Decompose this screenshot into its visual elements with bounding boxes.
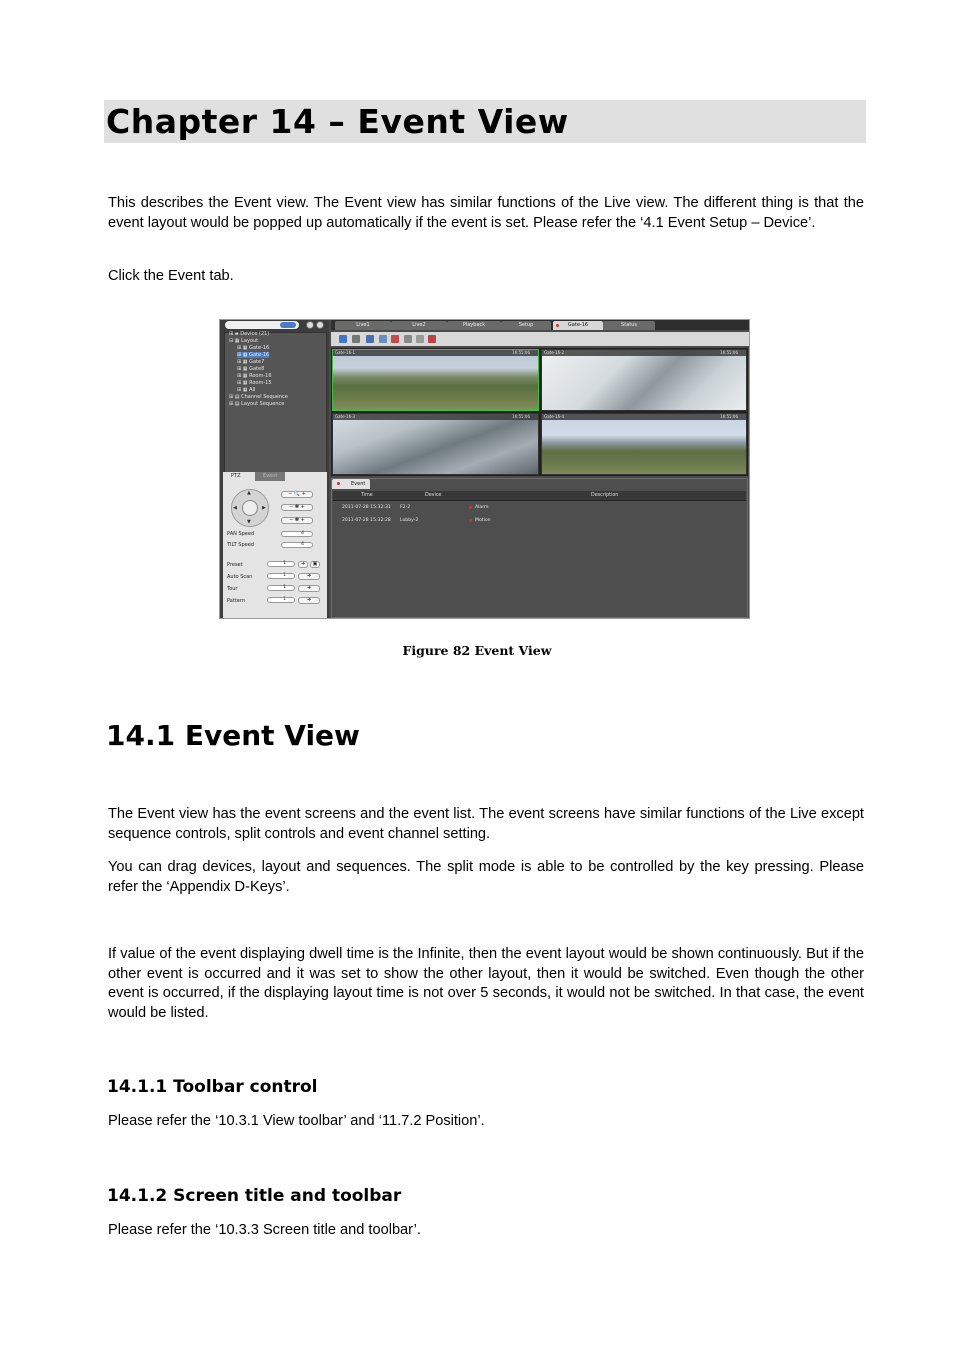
tour-field[interactable]: 1 <box>267 585 295 591</box>
event-device: Lobby-2 <box>400 518 419 523</box>
camera-screen[interactable] <box>332 413 539 475</box>
tilt-speed-label: TILT Speed <box>227 542 254 548</box>
camera-title: Gate-16-3 16:55:06 <box>333 414 538 420</box>
ptz-zoom-control[interactable]: − 🔍 + <box>281 491 313 498</box>
ptz-center-button[interactable] <box>242 500 258 516</box>
camera-screen[interactable] <box>541 349 747 411</box>
column-header-device[interactable]: Device <box>425 493 442 498</box>
fullscreen-icon[interactable] <box>339 335 347 343</box>
event-description: Motion <box>475 518 491 523</box>
tree-layout-item[interactable]: ⊞ ▦ Room-16 <box>237 373 272 379</box>
tree-layout-item[interactable]: ⊞ ▦ Room-15 <box>237 380 272 386</box>
split-icon[interactable] <box>352 335 360 343</box>
pan-speed-label: PAN Speed <box>227 531 255 537</box>
tab-live1[interactable]: Live1 <box>335 321 391 330</box>
tree-search-button[interactable] <box>280 322 296 328</box>
section-heading-14-1-1: 14.1.1 Toolbar control <box>107 1077 318 1097</box>
snapshot-icon[interactable] <box>379 335 387 343</box>
event-alert-icon <box>337 482 340 485</box>
tree-node-layout-sequence[interactable]: ⊞ ▤ Layout Sequence <box>229 401 285 407</box>
pattern-label: Pattern <box>227 598 245 604</box>
record-icon[interactable] <box>391 335 399 343</box>
tour-label: Tour <box>227 586 238 592</box>
event-list-tab[interactable]: Event <box>332 479 370 489</box>
event-row[interactable] <box>333 502 746 514</box>
camera-title: Gate-16-2 16:55:06 <box>542 350 746 356</box>
auto-scan-label: Auto Scan <box>227 574 253 580</box>
camera-title: Gate-16-4 16:55:06 <box>542 414 746 420</box>
event-list-panel <box>331 478 748 618</box>
column-header-description[interactable]: Description <box>591 493 619 498</box>
ptz-left-arrow-icon[interactable]: ◀ <box>233 505 237 511</box>
tree-layout-item[interactable]: ⊞ ▦ Gate7 <box>237 359 265 365</box>
section-14-1-1-paragraph: Please refer the ‘10.3.1 View toolbar’ and ‘11.7.2 Position’. <box>108 1113 485 1129</box>
preset-go-button[interactable]: ➜ <box>298 561 308 568</box>
section-14-1-paragraph-2: You can drag devices, layout and sequences. The split mode is able to be controlled by the key pressing. Please refer the ‘Appendix D-Keys’. <box>108 859 864 895</box>
tab-playback[interactable]: Playback <box>447 321 501 330</box>
device-tree <box>224 332 327 482</box>
pan-speed-field[interactable]: 4 <box>281 531 313 537</box>
section-14-1-paragraph-1: The Event view has the event screens and the event list. The event screens have similar functions of the Live except sequence controls, split controls and event channel setting. <box>108 806 864 842</box>
intro-instruction: Click the Event tab. <box>108 268 234 284</box>
tree-add-button[interactable] <box>306 321 314 329</box>
tilt-speed-field[interactable]: 4 <box>281 542 313 548</box>
view-toolbar <box>331 332 750 346</box>
ptz-tab[interactable]: PTZ <box>223 472 253 481</box>
tree-layout-item[interactable]: ⊞ ▦ Gate-16 <box>237 345 270 351</box>
tree-layout-item[interactable]: ⊞ ▦ All <box>237 387 256 393</box>
camera-screen[interactable] <box>541 413 747 475</box>
preset-label: Preset <box>227 562 243 568</box>
tree-layout-item[interactable]: ⊞ ▦ Gate8 <box>237 366 265 372</box>
section-14-1-2-paragraph: Please refer the ‘10.3.3 Screen title and toolbar’. <box>108 1222 421 1238</box>
intro-paragraph: This describes the Event view. The Event view has similar functions of the Live view. The different thing is that the event layout would be popped up automatically if the event is set. Please refer the ‘4.1 Event Setup – Device’. <box>108 195 864 231</box>
ptz-second-tab[interactable]: Event <box>255 472 285 481</box>
motion-icon <box>469 519 472 522</box>
tree-layout-item-selected[interactable]: ⊞ ▦ Gate-16 <box>237 352 270 358</box>
event-time: 2011-07-28 15:32:28 <box>342 518 391 523</box>
pattern-field[interactable]: 1 <box>267 597 295 603</box>
auto-scan-go-button[interactable]: ➜ <box>298 573 320 580</box>
tab-event-gate-16[interactable]: Gate-16 <box>553 321 603 330</box>
event-row[interactable] <box>333 515 746 527</box>
zoom-icon[interactable] <box>416 335 424 343</box>
section-14-1-paragraph-3: If value of the event displaying dwell time is the Infinite, then the event layout would be shown continuously. But if the other event is occurred and it was set to show the other layout, then it would be switched. Even though the other event is occurred, if the displaying layout time is not over 5 seconds, it would not be switched. In that case, the event would be listed. <box>108 946 864 1021</box>
camera-screen[interactable] <box>332 349 539 411</box>
tree-node-device[interactable]: ⊞ ▰ Device (21) <box>229 331 270 337</box>
audio-icon[interactable] <box>404 335 412 343</box>
column-header-time[interactable]: Time <box>361 493 373 498</box>
section-heading-14-1: 14.1 Event View <box>106 719 360 752</box>
main-tab-bar <box>331 320 750 330</box>
event-screens <box>331 348 748 476</box>
event-device: F2-2 <box>400 505 411 510</box>
layout-icon[interactable] <box>366 335 374 343</box>
ptz-focus-control[interactable]: − ✽ + <box>281 504 313 511</box>
tour-go-button[interactable]: ➜ <box>298 585 320 592</box>
ptz-up-arrow-icon[interactable]: ▲ <box>247 490 251 496</box>
preset-save-button[interactable]: ▣ <box>310 561 320 568</box>
tab-live2[interactable]: Live2 <box>391 321 447 330</box>
auto-scan-field[interactable]: 1 <box>267 573 295 579</box>
event-list-header <box>333 491 746 501</box>
preset-field[interactable]: 1 <box>267 561 295 567</box>
pattern-go-button[interactable]: ➜ <box>298 597 320 604</box>
close-view-icon[interactable] <box>428 335 436 343</box>
tab-setup[interactable]: Setup <box>501 321 551 330</box>
section-heading-14-1-2: 14.1.2 Screen title and toolbar <box>107 1186 402 1206</box>
ptz-right-arrow-icon[interactable]: ▶ <box>262 505 266 511</box>
event-view-screenshot <box>219 319 750 619</box>
event-description: Alarm <box>475 505 489 510</box>
camera-title: Gate-16-1 16:55:06 <box>333 350 538 356</box>
alarm-icon <box>469 506 472 509</box>
ptz-down-arrow-icon[interactable]: ▼ <box>247 519 251 525</box>
event-time: 2011-07-28 15:32:31 <box>342 505 391 510</box>
tree-node-channel-sequence[interactable]: ⊞ ▤ Channel Sequence <box>229 394 288 400</box>
tree-node-layout[interactable]: ⊟ ▦ Layout <box>229 338 259 344</box>
ptz-iris-control[interactable]: − ✽ + <box>281 517 313 524</box>
tree-close-button[interactable] <box>316 321 324 329</box>
tab-status[interactable]: Status <box>603 321 655 330</box>
figure-caption: Figure 82 Event View <box>402 643 552 658</box>
event-alert-icon <box>556 324 559 327</box>
zoom-icon: 🔍 <box>293 491 301 497</box>
chapter-title: Chapter 14 – Event View <box>106 102 569 141</box>
